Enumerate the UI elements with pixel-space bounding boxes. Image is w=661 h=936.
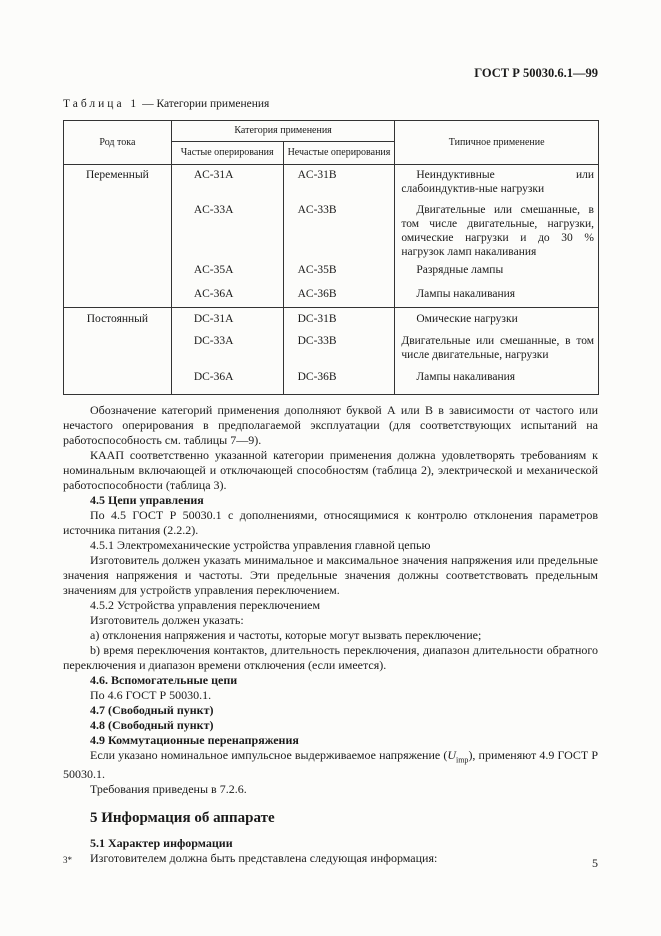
category-cell: AC-35A: [193, 264, 234, 276]
voltage-symbol: U: [447, 748, 456, 762]
table-caption: [63, 97, 269, 112]
typical-use-cell: Омические нагрузки: [416, 313, 518, 325]
paragraph: Изготовитель должен указать:: [90, 613, 244, 627]
list-item: а) отклонения напряжения и частоты, которые могут вызвать переключение;: [90, 628, 482, 642]
typical-use-cell: Двигательные или смешанные, в том числе двигательные, нагрузки: [401, 335, 594, 361]
category-cell: AC-36A: [193, 288, 234, 300]
section-heading: 4.8 (Свободный пункт): [90, 718, 214, 732]
category-cell: DC-33A: [193, 335, 234, 347]
footer-mark: 3*: [63, 855, 72, 865]
application-categories-table: [63, 120, 599, 395]
category-cell: DC-31A: [193, 313, 234, 325]
current-ac: Переменный: [64, 165, 172, 308]
header-current-type: Род тока: [64, 121, 172, 165]
header-category: Категория применения: [171, 121, 395, 142]
paragraph: По 4.6 ГОСТ Р 50030.1.: [90, 688, 212, 702]
category-cell: AC-31B: [297, 169, 337, 181]
body-text: [63, 403, 598, 866]
section-heading: 4.6. Вспомогательные цепи: [90, 673, 238, 687]
paragraph: Требования приведены в 7.2.6.: [90, 782, 247, 797]
document-code: ГОСТ Р 50030.6.1—99: [474, 66, 598, 80]
category-cell: DC-36B: [297, 371, 337, 383]
category-cell: DC-33B: [297, 335, 337, 347]
category-cell: AC-33B: [297, 204, 337, 216]
category-cell: DC-31B: [297, 313, 337, 325]
paragraph: Изготовителем должна быть представлена следующая информация:: [90, 851, 438, 866]
page-number: 5: [592, 856, 598, 870]
table-caption-number: Таблица 1: [63, 98, 140, 110]
section-heading: 4.7 (Свободный пункт): [90, 703, 214, 717]
typical-use-cell: Лампы накаливания: [416, 371, 516, 383]
paragraph: 4.5.2 Устройства управления переключением: [90, 598, 321, 612]
paragraph: Обозначение категорий применения дополняют буквой А или В в зависимости от частого или нечастого оперирования в предполагаемой эксплуатации (для соответствующих испытаний на работоспособность см. таблицы 7—9).: [63, 403, 598, 447]
paragraph: [63, 748, 598, 782]
paragraph: Изготовитель должен указать минимальное и максимальное значения напряжения или предельные значения напряжения и частоты. Эти предельные значения должны соответствовать предельным значениям для устройств управления переключением.: [63, 553, 598, 597]
list-item: b) время переключения контактов, длительность переключения, диапазон длительности обратного переключения и диапазон времени отключения (если имеется).: [63, 643, 598, 672]
typical-use-cell: Неиндуктивные или слабоиндуктив-ные нагрузки: [401, 169, 594, 195]
text-part: ), применяют 4.9 ГОСТ Р 50030.1.: [63, 748, 598, 782]
category-cell: AC-36B: [297, 288, 337, 300]
category-cell: DC-36A: [193, 371, 234, 383]
paragraph: 4.5.1 Электромеханические устройства управления главной цепью: [90, 538, 431, 552]
current-dc: Постоянный: [64, 308, 172, 395]
typical-use-cell: Лампы накаливания: [416, 288, 516, 300]
table-caption-title: — Категории применения: [139, 98, 270, 110]
header-frequent: Частые оперирования: [171, 142, 283, 165]
header-infrequent: Нечастые оперирования: [283, 142, 395, 165]
category-cell: AC-33A: [193, 204, 234, 216]
paragraph: КААП соответственно указанной категории применения должна удовлетворять требованиям к номинальным включающей и отключающей способностям (таблица 2), электрической и механической работоспособности (таблица 3).: [63, 448, 598, 492]
text-part: Если указано номинальное импульсное выдерживаемое напряжение (: [90, 748, 448, 762]
typical-use-cell: Двигательные или смешанные, в том числе двигательные, нагрузки, омические нагрузки и до 30 % нагрузок ламп накаливания: [401, 204, 594, 258]
section-heading: 5.1 Характер информации: [90, 836, 233, 851]
typical-use-cell: Разрядные лампы: [416, 264, 504, 276]
chapter-heading: 5 Информация об аппарате: [90, 810, 275, 827]
section-heading: 4.9 Коммутационные перенапряжения: [90, 733, 299, 747]
category-cell: AC-35B: [297, 264, 337, 276]
paragraph: По 4.5 ГОСТ Р 50030.1 с дополнениями, относящимися к контролю отклонения параметров источника питания (2.2.2).: [63, 508, 598, 537]
header-typical-use: Типичное применение: [395, 121, 599, 165]
section-heading: 4.5 Цепи управления: [90, 493, 204, 507]
category-cell: AC-31A: [193, 169, 234, 181]
voltage-subscript: imp: [455, 755, 469, 765]
